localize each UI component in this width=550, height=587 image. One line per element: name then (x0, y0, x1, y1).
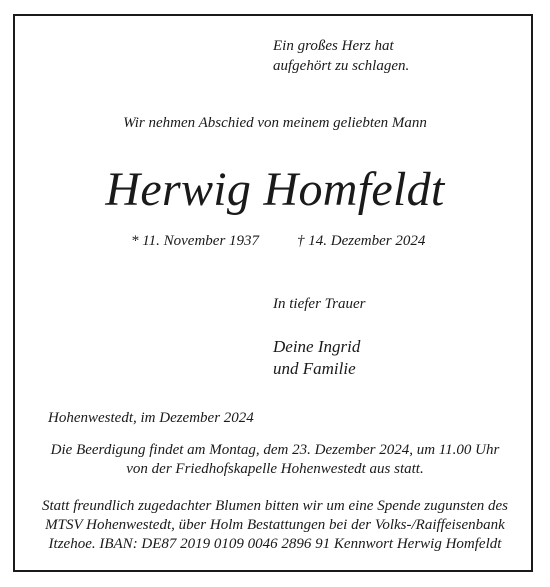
mourning-text: In tiefer Trauer (273, 296, 366, 312)
deceased-name: Herwig Homfeldt (105, 163, 445, 216)
death-date: † 14. Dezember 2024 (297, 233, 426, 249)
funeral-line-2: von der Friedhofskapelle Hohenwestedt aus statt. (126, 461, 424, 477)
notice-border (13, 14, 533, 572)
donation-info (0, 497, 550, 554)
farewell-intro: Wir nehmen Abschied von meinem geliebten Mann (123, 115, 427, 131)
mourners-signature (273, 336, 360, 380)
donation-line-1: Statt freundlich zugedachter Blumen bitten wir um eine Spende zugunsten des (41, 498, 509, 514)
place-and-date: Hohenwestedt, im Dezember 2024 (48, 410, 254, 426)
funeral-line-1: Die Beerdigung findet am Montag, dem 23. Dezember 2024, um 11.00 Uhr (50, 442, 500, 458)
family-line-2: und Familie (273, 359, 356, 378)
donation-line-2: MTSV Hohenwestedt, über Holm Bestattungen bei der Volks-/Raiffeisenbank (45, 517, 505, 533)
funeral-info (0, 441, 550, 479)
quote-line-2: aufgehört zu schlagen. (273, 58, 410, 74)
donation-line-3: Itzehoe. IBAN: DE87 2019 0109 0046 2896 91 Kennwort Herwig Homfeldt (48, 536, 502, 552)
birth-date: * 11. November 1937 (131, 233, 260, 249)
quote-line-1: Ein großes Herz hat (273, 38, 394, 54)
family-line-1: Deine Ingrid (273, 337, 361, 356)
memorial-quote (273, 36, 409, 76)
